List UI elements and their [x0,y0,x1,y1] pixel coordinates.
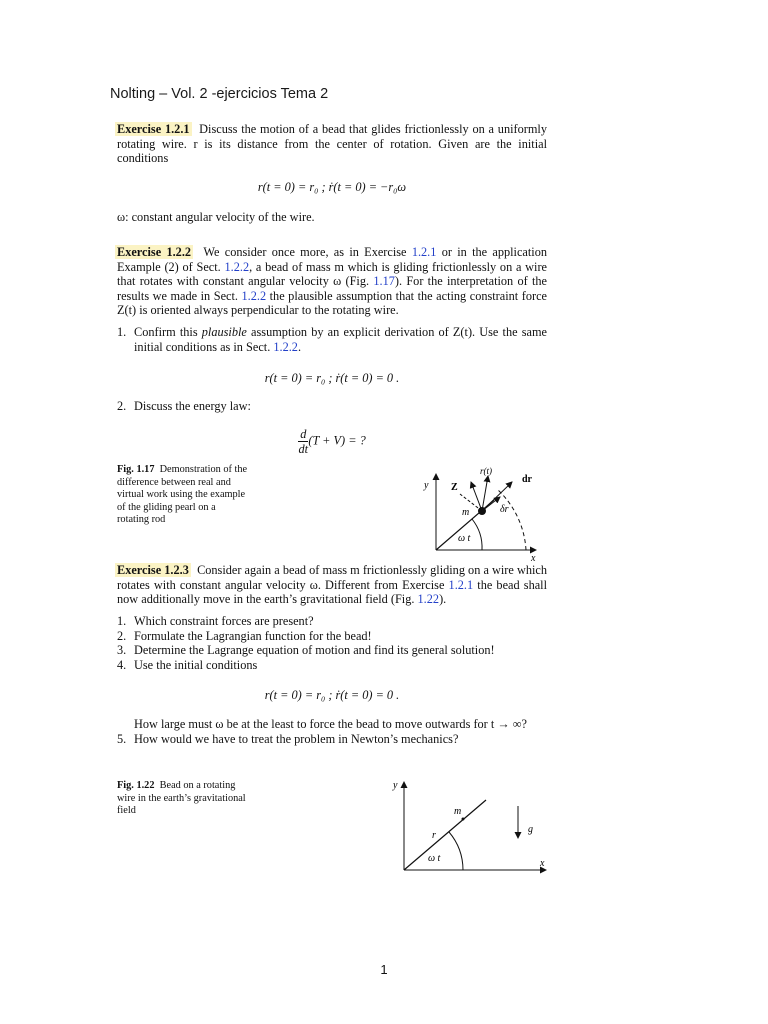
derivative-fraction [298,427,308,456]
omega-note: ω: constant angular velocity of the wire. [117,210,315,224]
list-item [117,658,547,673]
r-t-label: r(t) [480,466,492,476]
list-number: 1. [117,614,127,628]
exercise-label: Exercise 1.2.2 [117,245,192,259]
exercise-text: or in the application Example (2) of Sect. [117,245,548,274]
list-text: How would we have to treat the problem in Newton’s mechanics? [134,731,459,746]
m-label: m [454,806,462,817]
list-text: Determine the Lagrange equation of motion and find its general solution! [134,643,495,658]
list-item [117,614,547,629]
list-number: 2. [117,628,127,643]
figure-link[interactable]: 1.22 [417,592,440,607]
exercise-1-2-3 [117,563,547,607]
section-link[interactable]: 1.2.2 [241,288,267,303]
exercise-text: ). [439,592,447,607]
x-label: x [540,858,545,869]
list-number: 1. [117,325,127,339]
exercise-text: , a bead of mass m which is gliding frictionlessly on a wire that rotates with constant angular velocity ω (Fig. [117,259,547,289]
list-item [117,643,547,658]
y-label: y [393,780,398,791]
emphasis-text: plausible [201,325,247,339]
exercise-text: Consider again a bead of mass m frictionlessly gliding on a wire which rotates with constant angular velocity ω. Different from Exercise [117,563,547,592]
exercise-1-2-2 [117,245,547,318]
delta-r-label: δr [500,504,509,515]
omega-t-arc [449,832,463,870]
omega-t-arc [472,519,482,550]
exercise-label: Exercise 1.2.1 [117,122,190,136]
list-item [117,629,547,644]
section-link[interactable]: 1.2.2 [224,259,250,274]
figure-label: Fig. 1.17 [117,464,155,475]
energy-expression: (T + V) = ? [308,433,366,448]
figure-1-22-caption [117,780,249,818]
trajectory-curve [498,490,526,550]
page-number: 1 [380,962,388,977]
figure-1-17 [418,462,548,562]
dr-label: dr [522,474,532,485]
figure-1-17-caption [117,464,249,527]
exercise-1-2-1 [117,122,547,166]
figure-label: Fig. 1.22 [117,780,155,791]
list-number: 5. [117,731,127,746]
list-number: 2. [117,399,127,413]
omega-t-label: ω t [428,853,441,864]
initial-conditions-equation: r(t = 0) = r₀ ; ṙ(t = 0) = 0 . [264,371,400,385]
exercise-text: the plausible assumption that the acting constraint force Z(t) is oriented always perpendicular to the rotating wire. [117,288,547,318]
omega-t-label: ω t [458,533,471,544]
figure-1-22 [388,776,554,876]
initial-conditions-equation: r(t = 0) = r₀ ; ṙ(t = 0) = 0 . [264,688,400,702]
list-text: assumption by an explicit derivation of Z(t). Use the same initial conditions as in Sect. [134,325,548,354]
exercise-label: Exercise 1.2.3 [117,563,189,577]
list-text: Confirm this [134,325,198,339]
initial-conditions-equation: r(t = 0) = r₀ ; ṙ(t = 0) = −r₀ω [257,180,407,194]
list-number: 3. [117,643,127,658]
r-label: r [432,830,436,841]
Z-label: Z [451,482,458,493]
section-link[interactable]: 1.2.2 [273,339,298,354]
list-text: Discuss the energy law: [134,399,251,413]
caption-text: Demonstration of the difference between real and virtual work using the example of the gliding pearl on a rotating rod [117,464,248,526]
x-label: x [531,553,536,562]
g-label: g [528,824,533,835]
figure-link[interactable]: 1.17 [373,274,395,289]
m-label: m [462,507,470,518]
list-number: 4. [117,657,127,672]
list-text: Use the initial conditions [134,657,258,672]
exercise-text: Discuss the motion of a bead that glides frictionlessly on a uniformly rotating wire. r is its distance from the center of rotation. Given are the initial conditions [117,122,547,166]
fraction-denominator: dt [298,442,309,456]
exercise-text: the bead shall now additionally move in the earth’s gravitational field (Fig. [117,577,548,607]
exercise-1-2-3-question [117,717,547,746]
exercise-1-2-2-item-1 [117,325,547,354]
y-label: y [424,480,429,491]
caption-text: Bead on a rotating wire in the earth’s gravitational field [117,780,246,817]
list-text: Formulate the Lagrangian function for the bead! [134,628,372,643]
question-text: How large must ω be at the least to force the bead to move outwards for t → ∞? [134,717,527,731]
exercise-1-2-2-item-2 [117,399,547,414]
fraction-numerator: d [300,427,307,441]
exercise-1-2-3-items [117,614,547,672]
list-text: . [297,339,302,354]
bead [462,818,465,821]
exercise-text: We consider once more, as in Exercise [203,245,407,259]
energy-law-equation [117,427,547,456]
rotating-wire [404,800,486,870]
exercise-text: ). For the interpretation of the results we made in Sect. [117,274,548,303]
delta-r-vector [482,497,500,511]
list-text: Which constraint forces are present? [134,614,314,628]
document-header: Nolting – Vol. 2 -ejercicios Tema 2 [110,86,329,102]
exercise-link[interactable]: 1.2.1 [448,577,474,592]
exercise-link[interactable]: 1.2.1 [411,245,437,259]
